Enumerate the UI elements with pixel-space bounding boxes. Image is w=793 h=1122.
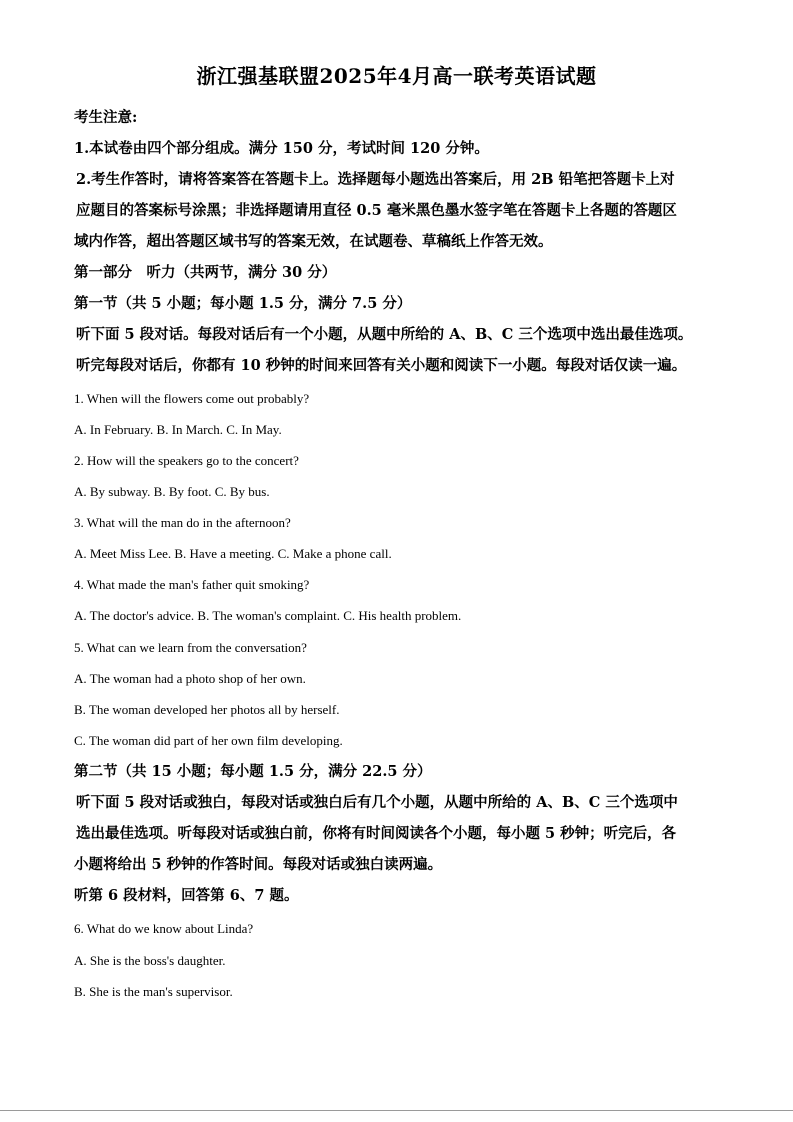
question-4: 4. What made the man's father quit smoking? xyxy=(74,577,310,592)
material-6-heading: 听第 6 段材料，回答第 6、7 题。 xyxy=(74,887,299,904)
section1-instruction-line-2: 听完每段对话后，你都有 10 秒钟的时间来回答有关小题和阅读下一小题。每段对话仅读一遍。 xyxy=(76,357,687,374)
section2-instruction-line-3: 小题将给出 5 秒钟的作答时间。每段对话或独白读两遍。 xyxy=(74,856,443,873)
question-5-option-a: A. The woman had a photo shop of her own. xyxy=(74,671,306,686)
section1-heading: 第一节（共 5 小题；每小题 1.5 分，满分 7.5 分） xyxy=(74,295,412,312)
question-4-options: A. The doctor's advice. B. The woman's complaint. C. His health problem. xyxy=(74,608,462,623)
question-1-options: A. In February. B. In March. C. In May. xyxy=(74,422,282,437)
question-3-options: A. Meet Miss Lee. B. Have a meeting. C. Make a phone call. xyxy=(74,546,392,561)
question-6-option-a: A. She is the boss's daughter. xyxy=(74,953,226,968)
notice-item-2-line-3: 域内作答，超出答题区域书写的答案无效，在试题卷、草稿纸上作答无效。 xyxy=(74,233,553,250)
question-6: 6. What do we know about Linda? xyxy=(74,921,254,936)
section1-instruction-line-1: 听下面 5 段对话。每段对话后有一个小题，从题中所给的 A、B、C 三个选项中选出最佳选项。 xyxy=(76,326,693,343)
section2-instruction-line-1: 听下面 5 段对话或独白，每段对话或独白后有几个小题，从题中所给的 A、B、C 三个选项中 xyxy=(76,794,678,811)
notice-item-2-line-1: 2.考生作答时，请将答案答在答题卡上。选择题每小题选出答案后，用 2B 铅笔把答题卡上对 xyxy=(76,171,675,188)
question-2: 2. How will the speakers go to the concert? xyxy=(74,453,299,468)
section2-instruction-line-2: 选出最佳选项。听每段对话或独白前，你将有时间阅读各个小题，每小题 5 秒钟；听完后，各 xyxy=(76,825,677,842)
notice-item-1: 1.本试卷由四个部分组成。满分 150 分，考试时间 120 分钟。 xyxy=(74,140,489,157)
notice-heading: 考生注意: xyxy=(74,109,138,126)
notice-item-2-line-2: 应题目的答案标号涂黑；非选择题请用直径 0.5 毫米黑色墨水签字笔在答题卡上各题的答题区 xyxy=(76,202,677,219)
part1-heading: 第一部分 听力（共两节，满分 30 分） xyxy=(74,264,337,281)
question-3: 3. What will the man do in the afternoon? xyxy=(74,515,291,530)
question-2-options: A. By subway. B. By foot. C. By bus. xyxy=(74,484,270,499)
question-5-option-c: C. The woman did part of her own film developing. xyxy=(74,733,343,748)
question-1: 1. When will the flowers come out probably? xyxy=(74,391,310,406)
page-bottom-divider xyxy=(0,1110,793,1111)
question-6-option-b: B. She is the man's supervisor. xyxy=(74,984,233,999)
exam-title: 浙江强基联盟2025年4月高一联考英语试题 xyxy=(196,64,597,88)
question-5-option-b: B. The woman developed her photos all by herself. xyxy=(74,702,340,717)
section2-heading: 第二节（共 15 小题；每小题 1.5 分，满分 22.5 分） xyxy=(74,763,432,780)
question-5: 5. What can we learn from the conversation? xyxy=(74,640,307,655)
